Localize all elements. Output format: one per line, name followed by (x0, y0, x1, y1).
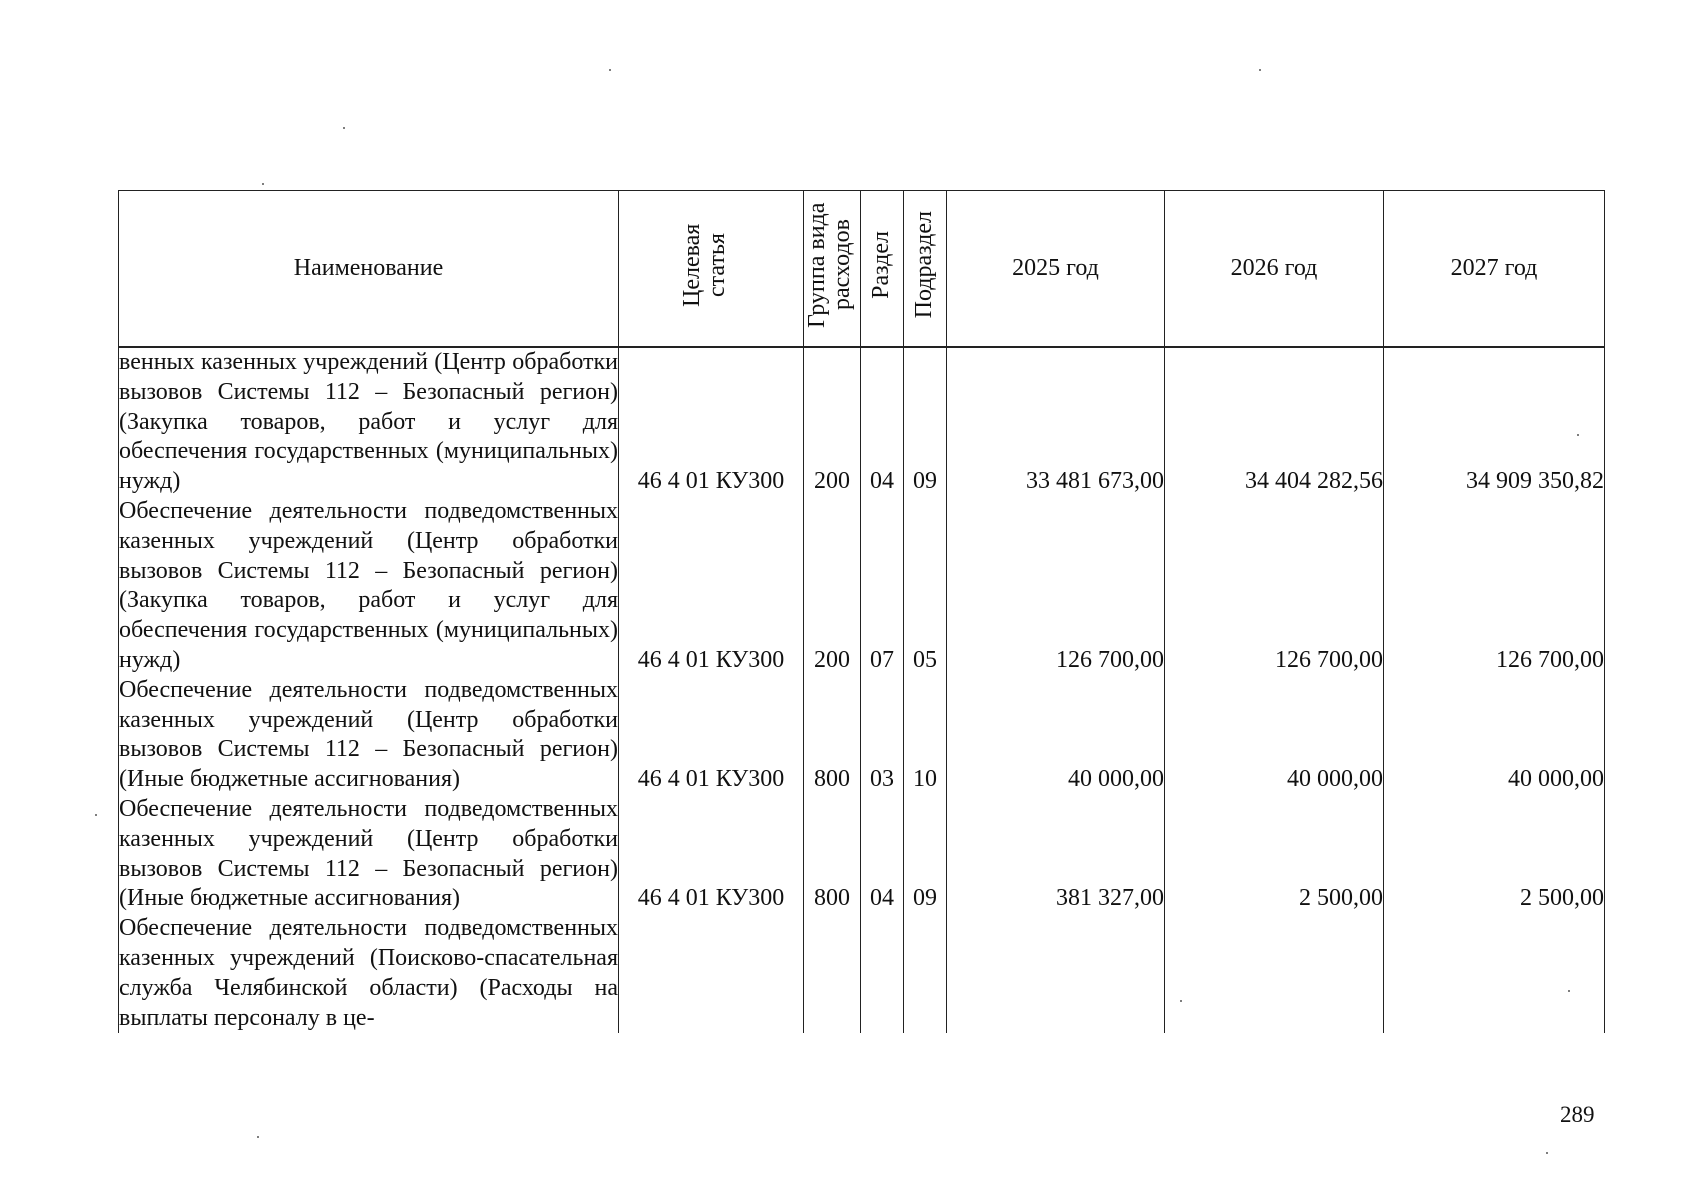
row-amount-2026: 2 500,00 (1165, 795, 1384, 914)
header-section (861, 191, 904, 348)
row-expense-group: 200 (804, 347, 861, 497)
row-section: 04 (861, 347, 904, 497)
header-section-label: Раздел (868, 231, 895, 299)
budget-table (118, 190, 1605, 1033)
scan-speck (257, 1136, 259, 1138)
row-subsection: 10 (904, 676, 947, 795)
row-amount-2027 (1384, 914, 1605, 1033)
scan-speck (1259, 69, 1261, 71)
table-row (119, 795, 1605, 914)
row-subsection: 09 (904, 347, 947, 497)
row-name: венных казенных учреждений (Центр обработки вызовов Системы 112 – Безопасный регион) (Закупка товаров, работ и услуг для обеспечения государственных (муниципальных) нужд) (119, 347, 619, 497)
row-section: 04 (861, 795, 904, 914)
row-section: 07 (861, 497, 904, 676)
row-subsection: 05 (904, 497, 947, 676)
row-amount-2025: 381 327,00 (947, 795, 1165, 914)
row-expense-group: 200 (804, 497, 861, 676)
header-target-article-label: Целевая статья (679, 223, 731, 307)
header-subsection-label: Подраздел (911, 211, 938, 319)
row-amount-2026: 40 000,00 (1165, 676, 1384, 795)
row-section (861, 914, 904, 1033)
row-name: Обеспечение деятельности подведомственных казенных учреждений (Поисково-спасательная служба Челябинской области) (Расходы на выплаты персоналу в це- (119, 914, 619, 1033)
row-amount-2025: 33 481 673,00 (947, 347, 1165, 497)
row-subsection (904, 914, 947, 1033)
page-number: 289 (1560, 1102, 1595, 1127)
row-expense-group (804, 914, 861, 1033)
table-row (119, 347, 1605, 497)
row-section: 03 (861, 676, 904, 795)
scan-speck (609, 69, 611, 71)
row-amount-2027: 2 500,00 (1384, 795, 1605, 914)
row-target-article: 46 4 01 КУ300 (619, 347, 804, 497)
row-target-article (619, 914, 804, 1033)
row-name: Обеспечение деятельности подведомственных казенных учреждений (Центр обработки вызовов Системы 112 – Безопасный регион) (Иные бюджетные ассигнования) (119, 795, 619, 914)
row-target-article: 46 4 01 КУ300 (619, 497, 804, 676)
row-amount-2027: 40 000,00 (1384, 676, 1605, 795)
table-row (119, 914, 1605, 1033)
row-amount-2025 (947, 914, 1165, 1033)
header-expense-group-label: Группа вида расходов (804, 202, 856, 328)
row-expense-group: 800 (804, 795, 861, 914)
table-row (119, 497, 1605, 676)
row-amount-2025: 40 000,00 (947, 676, 1165, 795)
table-header-row (119, 191, 1605, 348)
row-target-article: 46 4 01 КУ300 (619, 676, 804, 795)
row-amount-2027: 126 700,00 (1384, 497, 1605, 676)
header-expense-group (804, 191, 861, 348)
scan-speck (1546, 1152, 1548, 1154)
row-target-article: 46 4 01 КУ300 (619, 795, 804, 914)
row-amount-2025: 126 700,00 (947, 497, 1165, 676)
row-amount-2027: 34 909 350,82 (1384, 347, 1605, 497)
header-target-article (619, 191, 804, 348)
row-amount-2026 (1165, 914, 1384, 1033)
row-expense-group: 800 (804, 676, 861, 795)
row-amount-2026: 126 700,00 (1165, 497, 1384, 676)
row-name: Обеспечение деятельности подведомственных казенных учреждений (Центр обработки вызовов Системы 112 – Безопасный регион) (Закупка товаров, работ и услуг для обеспечения государственных (муниципальных) нужд) (119, 497, 619, 676)
header-year-2025: 2025 год (947, 191, 1165, 348)
row-subsection: 09 (904, 795, 947, 914)
scan-speck (262, 183, 264, 185)
scan-speck (343, 127, 345, 129)
row-name: Обеспечение деятельности подведомственных казенных учреждений (Центр обработки вызовов Системы 112 – Безопасный регион) (Иные бюджетные ассигнования) (119, 676, 619, 795)
table-row (119, 676, 1605, 795)
scan-speck (95, 814, 97, 816)
header-year-2027: 2027 год (1384, 191, 1605, 348)
header-year-2026: 2026 год (1165, 191, 1384, 348)
header-subsection (904, 191, 947, 348)
header-name: Наименование (119, 191, 619, 348)
row-amount-2026: 34 404 282,56 (1165, 347, 1384, 497)
